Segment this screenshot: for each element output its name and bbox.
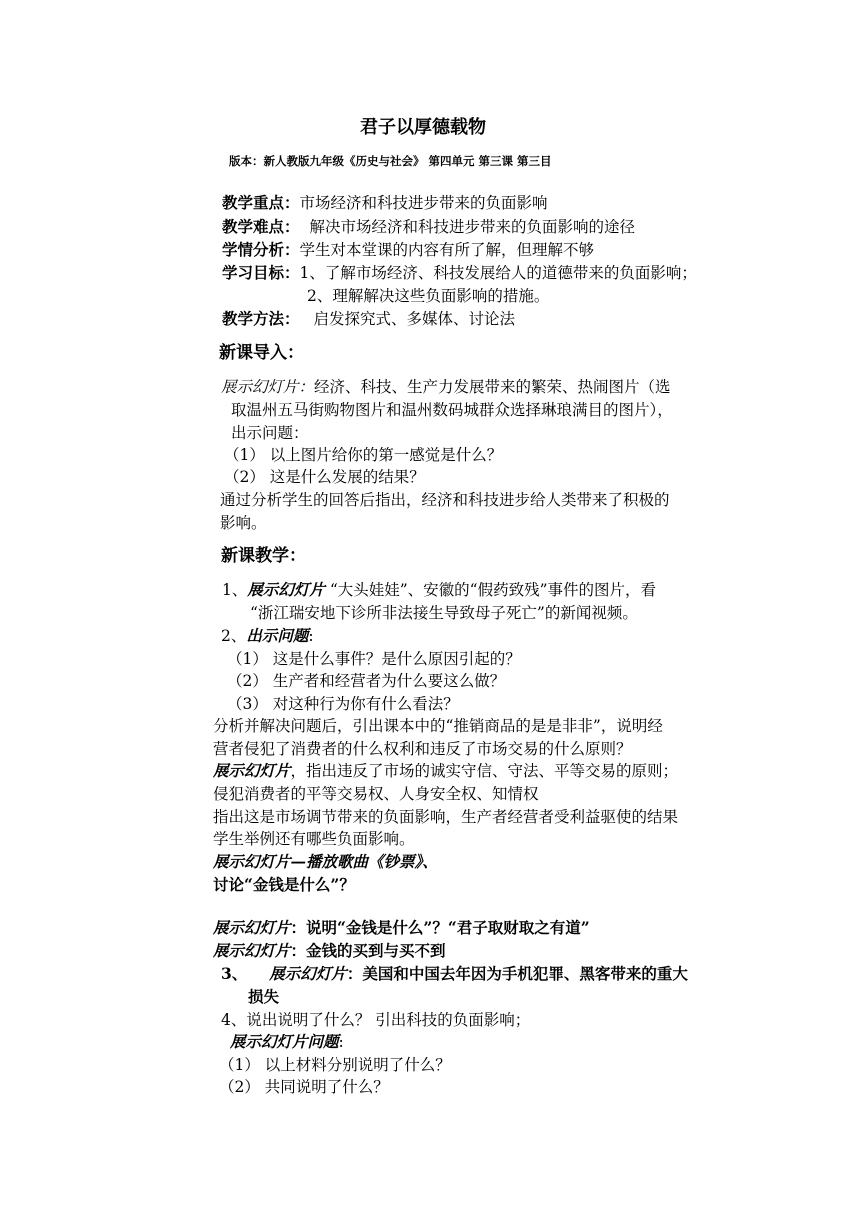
goal-2: 2、理解解决这些负面影响的措施。: [307, 287, 550, 305]
item-1-slide-label: 展示幻灯片: [247, 580, 325, 599]
focus-row: [222, 192, 548, 214]
point-line-2: 学生举例还有哪些负面影响。: [213, 830, 415, 848]
focus-label: 教学重点：: [222, 193, 300, 212]
method-label: 教学方法：: [222, 309, 300, 328]
teaching-heading: 新课教学：: [221, 546, 306, 566]
page-title: 君子以厚德载物: [360, 117, 486, 138]
point-line-1: 指出这是市场调节带来的负面影响，生产者经营者受利益驱使的结果: [213, 808, 679, 826]
intro-question-2: （2） 这是什么发展的结果？: [224, 468, 425, 486]
song-line: 展示幻灯片—播放歌曲《钞票》、: [213, 852, 438, 871]
item-2-label: 出示问题: [246, 626, 309, 645]
difficulty-label: 教学难点：: [222, 217, 300, 236]
goal-1: 1、了解市场经济、科技发展给人的道德带来的负面影响；: [299, 264, 697, 282]
slide-4-line: [213, 940, 446, 962]
intro-line-3: 出示问题：: [231, 424, 309, 442]
analysis-line-2: 营者侵犯了消费者的什么权利和违反了市场交易的什么原则？: [213, 740, 632, 758]
item-2-colon: :: [308, 627, 314, 645]
item-1-number: 1、: [222, 581, 248, 599]
teaching-question-1: （1） 这是什么事件？是什么原因引起的？: [227, 650, 521, 668]
goals-label: 学习目标：: [222, 263, 300, 282]
item-3-number: 3、: [221, 964, 248, 983]
intro-conclusion-2: 影响。: [220, 514, 267, 532]
method-row: [222, 308, 515, 330]
analysis-text: 学生对本堂课的内容有所了解，但理解不够: [299, 241, 595, 259]
teaching-item-4: 4、说出说明了什么？ 引出科技的负面影响；: [221, 1011, 531, 1029]
difficulty-row: [222, 216, 635, 238]
item-1-text: “大头娃娃”、安徽的“假药致残”事件的图片，看: [324, 581, 657, 599]
slide-3-text: ：说明“金钱是什么”？“君子取财取之有道”: [290, 918, 590, 937]
slide-5-label: 展示幻灯片问题: [230, 1032, 339, 1051]
slide-3-line: [213, 917, 590, 939]
version-line: 版本：新人教版九年级《历史与社会》 第四单元 第三课 第三目: [229, 154, 552, 168]
analysis-label: 学情分析：: [222, 240, 300, 259]
intro-line-1: [221, 376, 671, 398]
teaching-question-3: （3） 对这种行为你有什么看法？: [227, 695, 459, 713]
slide-2-text: ，指出违反了市场的诚实守信、守法、平等交易的原则；: [290, 762, 679, 780]
teaching-question-5: （2） 共同说明了什么？: [219, 1078, 389, 1096]
slide-2-label: 展示幻灯片: [213, 761, 291, 780]
goals-row: [222, 262, 697, 284]
item-2-number: 2、: [221, 627, 247, 645]
analysis-row: [222, 239, 594, 261]
intro-conclusion-1: 通过分析学生的回答后指出，经济和科技进步给人类带来了积极的: [220, 491, 670, 509]
intro-line-2: 取温州五马街购物图片和温州数码城群众选择琳琅满目的图片），: [231, 401, 673, 419]
teaching-item-1-line-2: “浙江瑞安地下诊所非法接生导致母子死亡”的新闻视频。: [250, 604, 638, 622]
discuss-line: 讨论“金钱是什么”？: [213, 875, 355, 894]
slide-5-line: [230, 1031, 344, 1053]
intro-slide-label: 展示幻灯片：: [221, 378, 315, 396]
teaching-item-3-line-2: 损失: [248, 987, 280, 1006]
teaching-question-4: （1） 以上材料分别说明了什么？: [219, 1056, 451, 1074]
item-3-label: 展示幻灯片: [269, 964, 347, 983]
slide-4-text: ：金钱的买到与买不到: [290, 941, 446, 960]
method-text: 启发探究式、多媒体、讨论法: [313, 310, 516, 328]
slide-3-label: 展示幻灯片: [213, 918, 291, 937]
slide-2-line: [213, 760, 678, 782]
slide-2-line-2: 侵犯消费者的平等交易权、人身安全权、知情权: [213, 785, 539, 803]
teaching-item-3: [221, 963, 688, 985]
slide-5-colon: :: [338, 1033, 344, 1051]
intro-heading: 新课导入：: [219, 343, 304, 363]
teaching-item-1: [222, 579, 656, 601]
intro-question-1: （1） 以上图片给你的第一感觉是什么？: [224, 446, 503, 464]
analysis-line-1: 分析并解决问题后，引出课本中的“推销商品的是是非非”，说明经: [213, 717, 663, 735]
item-3-text: ：美国和中国去年因为手机犯罪、黑客带来的重大: [346, 964, 688, 983]
intro-line-1-text: 经济、科技、生产力发展带来的繁荣、热闹图片（选: [314, 378, 671, 396]
teaching-question-2: （2） 生产者和经营者为什么要这么做？: [227, 672, 506, 690]
focus-text: 市场经济和科技进步带来的负面影响: [299, 194, 548, 212]
difficulty-text: 解决市场经济和科技进步带来的负面影响的途径: [309, 218, 636, 236]
slide-4-label: 展示幻灯片: [213, 941, 291, 960]
teaching-item-2: [221, 625, 314, 647]
